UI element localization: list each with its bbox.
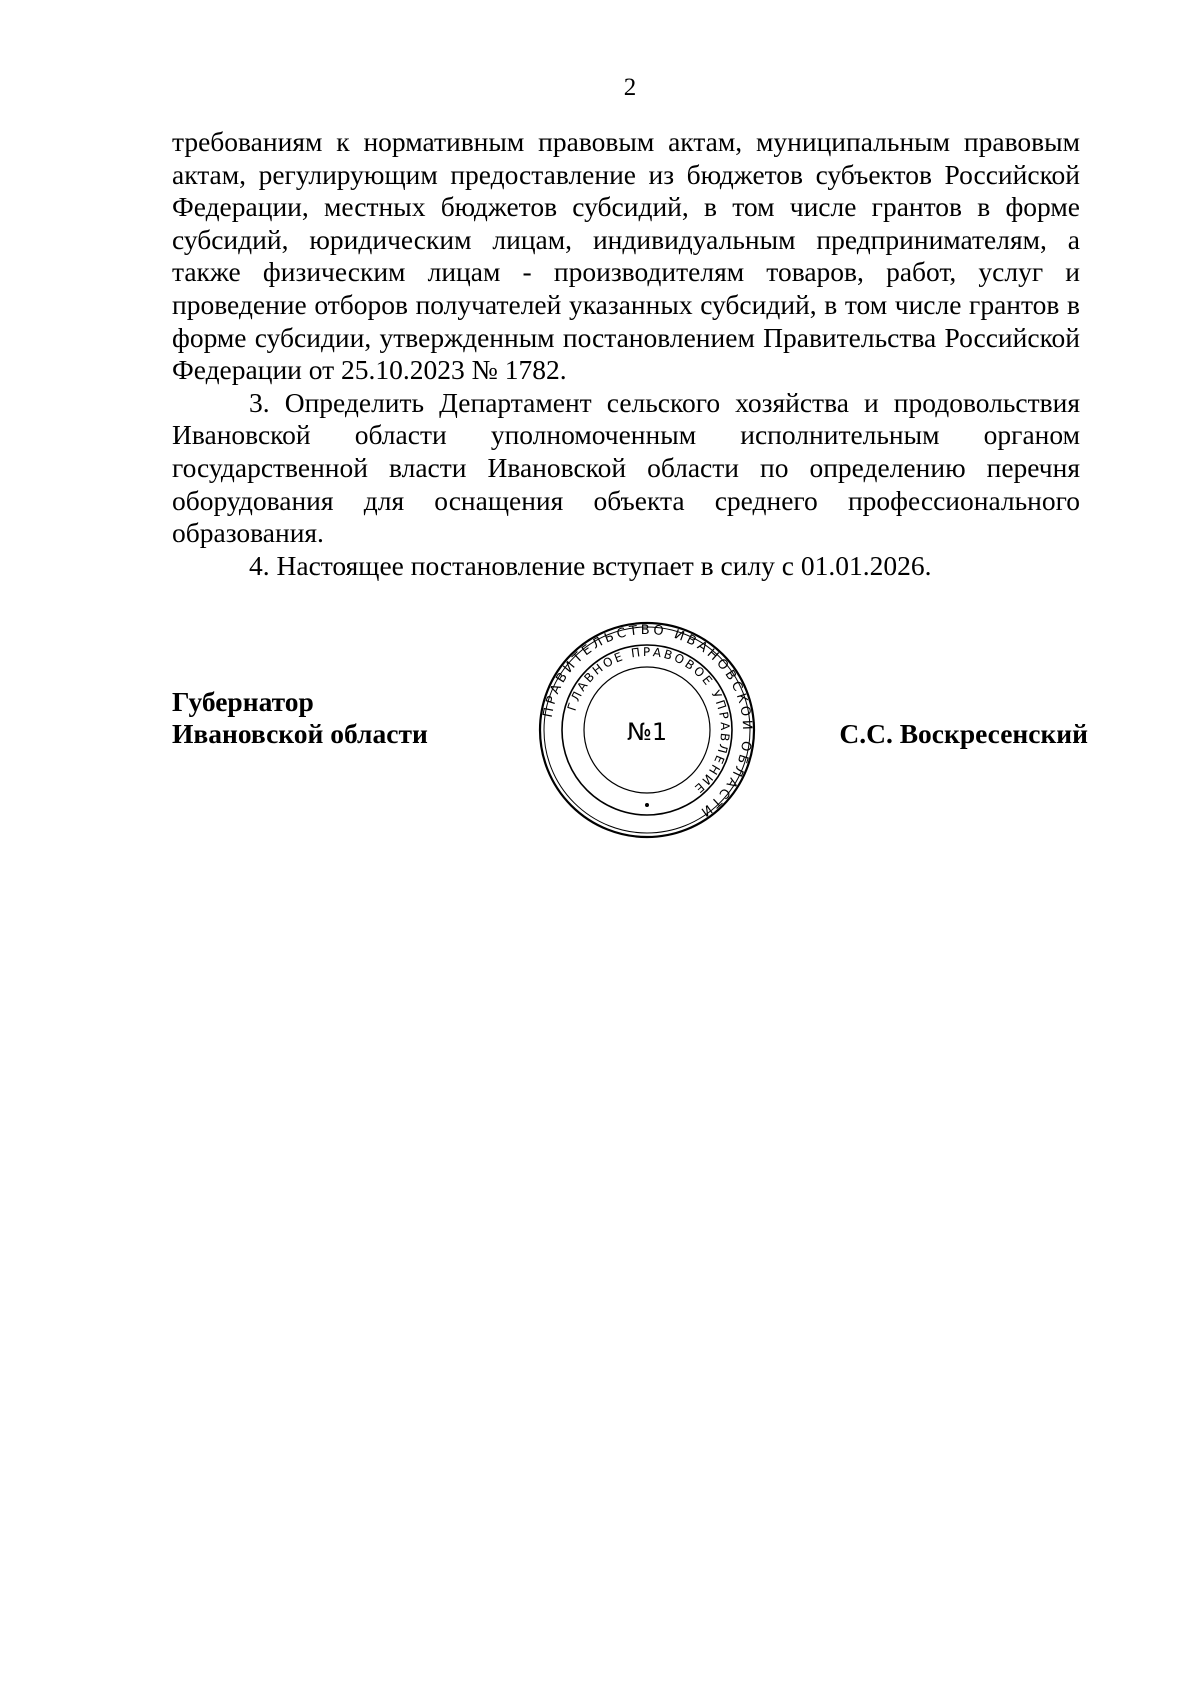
stamp-inner-text: ГЛАВНОЕ ПРАВОВОЕ УПРАВЛЕНИЕ [564, 644, 733, 797]
paragraph-2-continuation: требованиям к нормативным правовым актам, муниципальным правовым актам, регулирующим предоставление из бюджетов субъектов Российской Федерации, местных бюджетов субсидий, в том числе грантов в форме субсидий, юридическим лицам, индивидуальным предпринимателям, а также физическим лицам - производителям товаров, работ, услуг и проведение отборов получателей указанных субсидий, в том числе грантов в форме субсидии, утвержденным постановлением Правительства Российской Федерации от 25.10.2023 № 1782. [172, 126, 1080, 386]
stamp-outer-text: ПРАВИТЕЛЬСТВО ИВАНОВСКОЙ ОБЛАСТИ [540, 622, 755, 821]
document-body [172, 126, 1080, 582]
signatory-position-line2: Ивановской области [172, 718, 428, 749]
signatory-position [172, 686, 428, 750]
stamp-center-text: №1 [626, 718, 668, 746]
signatory-name: С.С. Воскресенский [839, 718, 1088, 749]
signatory-position-line1: Губернатор [172, 686, 314, 717]
paragraph-3: 3. Определить Департамент сельского хозяйства и продовольствия Ивановской области уполномоченным исполнительным органом государственной власти Ивановской области по определению перечня оборудования для оснащения объекта среднего профессионального образования. [172, 386, 1080, 549]
paragraph-4: 4. Настоящее постановление вступает в силу с 01.01.2026. [249, 549, 932, 581]
page-number: 2 [623, 74, 637, 101]
official-stamp [537, 620, 757, 840]
